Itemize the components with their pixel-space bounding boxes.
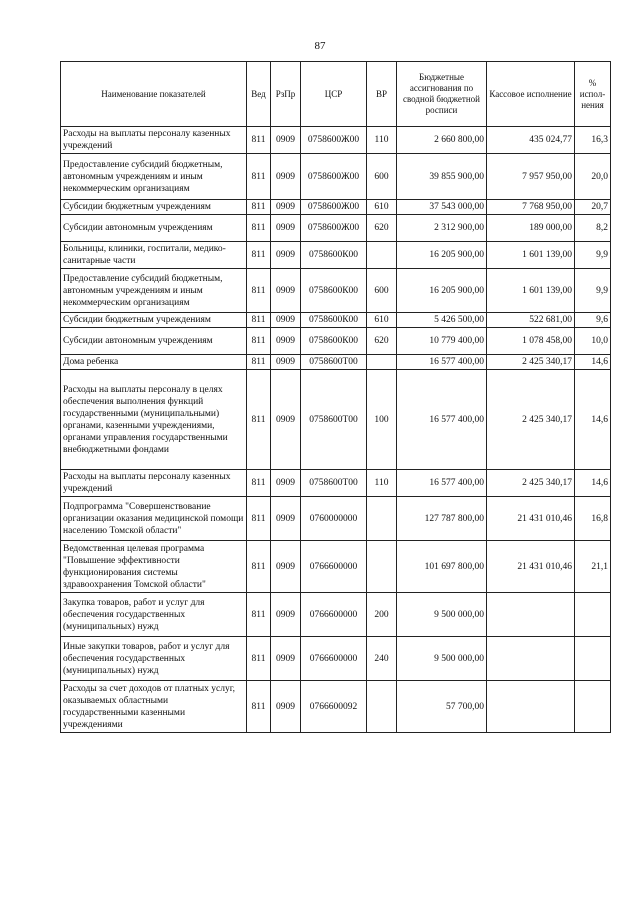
row-pct [575,681,611,733]
row-pct: 20,7 [575,200,611,215]
row-vr: 100 [367,370,397,470]
row-cash: 2 425 340,17 [487,370,575,470]
row-rzpr: 0909 [271,681,301,733]
row-vr: 620 [367,328,397,355]
row-cash [487,637,575,681]
header-pct: % испол-нения [575,62,611,127]
row-budget: 16 577 400,00 [397,355,487,370]
row-ved: 811 [247,200,271,215]
row-csr: 0760000000 [301,497,367,541]
row-vr [367,681,397,733]
row-name: Подпрограмма "Совершенствование организации оказания медицинской помощи населению Томской области" [61,497,247,541]
row-csr: 0758600Ж00 [301,127,367,154]
row-vr: 600 [367,269,397,313]
row-name: Предоставление субсидий бюджетным, автономным учреждениям и иным некоммерческим организациям [61,154,247,200]
row-csr: 0758600Т00 [301,370,367,470]
row-cash: 189 000,00 [487,215,575,242]
row-ved: 811 [247,242,271,269]
row-vr: 610 [367,200,397,215]
row-csr: 0758600К00 [301,269,367,313]
row-pct: 16,8 [575,497,611,541]
row-name: Субсидии бюджетным учреждениям [61,313,247,328]
row-budget: 39 855 900,00 [397,154,487,200]
row-vr [367,541,397,593]
row-budget: 9 500 000,00 [397,593,487,637]
row-budget: 9 500 000,00 [397,637,487,681]
row-ved: 811 [247,127,271,154]
row-csr: 0758600Ж00 [301,215,367,242]
row-name: Субсидии автономным учреждениям [61,215,247,242]
row-pct [575,593,611,637]
table-row [61,681,611,733]
row-name: Субсидии бюджетным учреждениям [61,200,247,215]
row-budget: 16 205 900,00 [397,269,487,313]
row-ved: 811 [247,681,271,733]
row-rzpr: 0909 [271,355,301,370]
row-cash: 2 425 340,17 [487,470,575,497]
row-pct: 10,0 [575,328,611,355]
budget-execution-table [60,61,611,733]
row-ved: 811 [247,269,271,313]
row-cash: 1 601 139,00 [487,269,575,313]
row-name: Ведомственная целевая программа "Повышение эффективности функционирования системы здравоохранения Томской области" [61,541,247,593]
row-ved: 811 [247,355,271,370]
row-pct: 9,6 [575,313,611,328]
header-rzpr: РзПр [271,62,301,127]
header-budget: Бюджетные ассигнования по сводной бюджетной росписи [397,62,487,127]
row-pct: 8,2 [575,215,611,242]
row-pct: 9,9 [575,242,611,269]
row-ved: 811 [247,470,271,497]
table-row [61,541,611,593]
table-row [61,200,611,215]
row-pct: 21,1 [575,541,611,593]
row-rzpr: 0909 [271,154,301,200]
row-csr: 0758600Ж00 [301,200,367,215]
row-csr: 0758600К00 [301,328,367,355]
row-vr [367,355,397,370]
table-row [61,328,611,355]
header-name: Наименование показателей [61,62,247,127]
row-cash: 21 431 010,46 [487,541,575,593]
row-pct: 20,0 [575,154,611,200]
row-rzpr: 0909 [271,637,301,681]
row-pct [575,637,611,681]
row-vr: 600 [367,154,397,200]
row-budget: 37 543 000,00 [397,200,487,215]
row-ved: 811 [247,370,271,470]
row-rzpr: 0909 [271,470,301,497]
row-cash: 522 681,00 [487,313,575,328]
row-budget: 2 660 800,00 [397,127,487,154]
row-name: Расходы на выплаты персоналу в целях обеспечения выполнения функций государственными (муниципальными) органами, казенными учреждениями, органами управления государственными внебюджетными фондами [61,370,247,470]
row-rzpr: 0909 [271,497,301,541]
row-budget: 101 697 800,00 [397,541,487,593]
table-row [61,355,611,370]
row-vr: 240 [367,637,397,681]
row-csr: 0766600000 [301,637,367,681]
row-vr: 110 [367,470,397,497]
table-row [61,215,611,242]
row-csr: 0758600К00 [301,313,367,328]
row-ved: 811 [247,154,271,200]
row-rzpr: 0909 [271,269,301,313]
table-row [61,497,611,541]
row-rzpr: 0909 [271,215,301,242]
row-pct: 14,6 [575,470,611,497]
row-rzpr: 0909 [271,370,301,470]
row-csr: 0758600Т00 [301,355,367,370]
row-ved: 811 [247,497,271,541]
row-vr [367,242,397,269]
row-name: Закупка товаров, работ и услуг для обеспечения государственных (муниципальных) нужд [61,593,247,637]
row-rzpr: 0909 [271,200,301,215]
table-row [61,269,611,313]
row-cash: 1 078 458,00 [487,328,575,355]
row-csr: 0766600000 [301,593,367,637]
row-cash: 435 024,77 [487,127,575,154]
page-number: 87 [314,40,326,52]
row-name: Субсидии автономным учреждениям [61,328,247,355]
row-ved: 811 [247,593,271,637]
header-vr: ВР [367,62,397,127]
row-rzpr: 0909 [271,593,301,637]
row-budget: 5 426 500,00 [397,313,487,328]
row-cash [487,681,575,733]
row-pct: 14,6 [575,355,611,370]
row-budget: 16 577 400,00 [397,370,487,470]
table-row [61,127,611,154]
row-pct: 14,6 [575,370,611,470]
row-vr: 200 [367,593,397,637]
row-csr: 0766600000 [301,541,367,593]
row-csr: 0758600Ж00 [301,154,367,200]
header-csr: ЦСР [301,62,367,127]
header-ved: Вед [247,62,271,127]
row-budget: 10 779 400,00 [397,328,487,355]
row-budget: 16 205 900,00 [397,242,487,269]
row-ved: 811 [247,637,271,681]
row-cash: 2 425 340,17 [487,355,575,370]
row-ved: 811 [247,313,271,328]
table-row [61,313,611,328]
row-rzpr: 0909 [271,328,301,355]
table-header-row [61,62,611,127]
row-rzpr: 0909 [271,313,301,328]
row-name: Расходы на выплаты персоналу казенных учреждений [61,127,247,154]
row-name: Расходы за счет доходов от платных услуг, оказываемых областными государственными казенными учреждениями [61,681,247,733]
table-row [61,593,611,637]
row-cash: 21 431 010,46 [487,497,575,541]
row-pct: 9,9 [575,269,611,313]
row-name: Иные закупки товаров, работ и услуг для обеспечения государственных (муниципальных) нужд [61,637,247,681]
row-vr [367,497,397,541]
row-ved: 811 [247,328,271,355]
row-cash: 7 957 950,00 [487,154,575,200]
row-budget: 57 700,00 [397,681,487,733]
row-budget: 16 577 400,00 [397,470,487,497]
row-csr: 0758600Т00 [301,470,367,497]
table-row [61,242,611,269]
row-ved: 811 [247,215,271,242]
row-vr: 620 [367,215,397,242]
row-vr: 110 [367,127,397,154]
row-cash: 7 768 950,00 [487,200,575,215]
row-name: Предоставление субсидий бюджетным, автономным учреждениям и иным некоммерческим организациям [61,269,247,313]
row-pct: 16,3 [575,127,611,154]
header-cash: Кассовое исполнение [487,62,575,127]
row-csr: 0758600К00 [301,242,367,269]
row-budget: 127 787 800,00 [397,497,487,541]
table-row [61,470,611,497]
table-row [61,637,611,681]
row-rzpr: 0909 [271,541,301,593]
row-budget: 2 312 900,00 [397,215,487,242]
row-ved: 811 [247,541,271,593]
row-name: Расходы на выплаты персоналу казенных учреждений [61,470,247,497]
row-cash: 1 601 139,00 [487,242,575,269]
row-csr: 0766600092 [301,681,367,733]
row-vr: 610 [367,313,397,328]
row-rzpr: 0909 [271,127,301,154]
table-row [61,370,611,470]
table-row [61,154,611,200]
row-cash [487,593,575,637]
row-name: Дома ребенка [61,355,247,370]
row-rzpr: 0909 [271,242,301,269]
row-name: Больницы, клиники, госпитали, медико-санитарные части [61,242,247,269]
